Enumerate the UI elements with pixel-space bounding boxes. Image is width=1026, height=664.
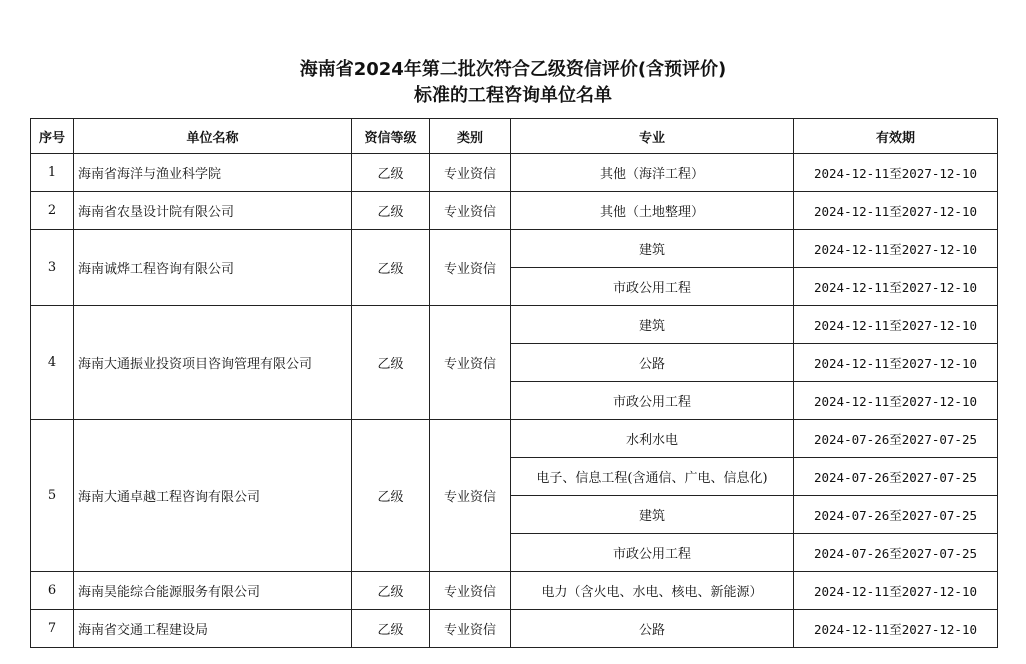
header-specialty: 专业	[511, 119, 794, 154]
cell-validity: 2024-12-11至2027-12-10	[794, 268, 998, 306]
cell-category: 专业资信	[430, 572, 511, 610]
cell-specialty: 其他（海洋工程）	[511, 154, 794, 192]
cell-no: 6	[31, 572, 74, 610]
cell-specialty: 建筑	[511, 496, 794, 534]
cell-validity: 2024-12-11至2027-12-10	[794, 306, 998, 344]
cell-validity: 2024-12-11至2027-12-10	[794, 192, 998, 230]
cell-specialty: 建筑	[511, 230, 794, 268]
cell-category: 专业资信	[430, 420, 511, 572]
cell-category: 专业资信	[430, 230, 511, 306]
cell-specialty: 市政公用工程	[511, 268, 794, 306]
cell-category: 专业资信	[430, 192, 511, 230]
cell-no: 1	[31, 154, 74, 192]
cell-no: 3	[31, 230, 74, 306]
cell-validity: 2024-12-11至2027-12-10	[794, 382, 998, 420]
cell-validity: 2024-12-11至2027-12-10	[794, 154, 998, 192]
cell-unit-name: 海南省交通工程建设局	[74, 610, 352, 648]
table-body	[31, 154, 998, 648]
cell-validity: 2024-12-11至2027-12-10	[794, 230, 998, 268]
cell-specialty: 电子、信息工程(含通信、广电、信息化)	[511, 458, 794, 496]
cell-validity: 2024-12-11至2027-12-10	[794, 572, 998, 610]
cell-level: 乙级	[352, 154, 430, 192]
cell-unit-name: 海南省农垦设计院有限公司	[74, 192, 352, 230]
table-row	[31, 420, 998, 458]
cell-validity: 2024-07-26至2027-07-25	[794, 496, 998, 534]
cell-specialty: 其他（土地整理）	[511, 192, 794, 230]
title-line-2: 标准的工程咨询单位名单	[414, 85, 612, 106]
cell-no: 7	[31, 610, 74, 648]
cell-level: 乙级	[352, 192, 430, 230]
header-unit-name: 单位名称	[74, 119, 352, 154]
table-row	[31, 572, 998, 610]
header-validity: 有效期	[794, 119, 998, 154]
cell-specialty: 市政公用工程	[511, 534, 794, 572]
table-row	[31, 230, 998, 268]
cell-unit-name: 海南昊能综合能源服务有限公司	[74, 572, 352, 610]
cell-unit-name: 海南省海洋与渔业科学院	[74, 154, 352, 192]
cell-validity: 2024-07-26至2027-07-25	[794, 534, 998, 572]
header-level: 资信等级	[352, 119, 430, 154]
cell-specialty: 水利水电	[511, 420, 794, 458]
cell-level: 乙级	[352, 420, 430, 572]
cell-unit-name: 海南大通振业投资项目咨询管理有限公司	[74, 306, 352, 420]
cell-specialty: 建筑	[511, 306, 794, 344]
cell-level: 乙级	[352, 610, 430, 648]
cell-level: 乙级	[352, 306, 430, 420]
table-header-row	[31, 119, 998, 154]
cell-specialty: 公路	[511, 610, 794, 648]
table-row	[31, 306, 998, 344]
cell-specialty: 电力（含火电、水电、核电、新能源）	[511, 572, 794, 610]
table-row	[31, 154, 998, 192]
cell-no: 5	[31, 420, 74, 572]
header-category: 类别	[430, 119, 511, 154]
cell-level: 乙级	[352, 572, 430, 610]
header-no: 序号	[31, 119, 74, 154]
cell-validity: 2024-07-26至2027-07-25	[794, 458, 998, 496]
cell-no: 2	[31, 192, 74, 230]
cell-no: 4	[31, 306, 74, 420]
table-row	[31, 610, 998, 648]
cell-validity: 2024-07-26至2027-07-25	[794, 420, 998, 458]
cell-level: 乙级	[352, 230, 430, 306]
cell-specialty: 公路	[511, 344, 794, 382]
cell-category: 专业资信	[430, 154, 511, 192]
cell-category: 专业资信	[430, 306, 511, 420]
cell-unit-name: 海南诚烨工程咨询有限公司	[74, 230, 352, 306]
document-title	[0, 57, 1026, 109]
cell-validity: 2024-12-11至2027-12-10	[794, 344, 998, 382]
cell-category: 专业资信	[430, 610, 511, 648]
qualification-table	[30, 118, 998, 648]
title-line-1: 海南省2024年第二批次符合乙级资信评价(含预评价)	[299, 59, 727, 80]
cell-unit-name: 海南大通卓越工程咨询有限公司	[74, 420, 352, 572]
cell-validity: 2024-12-11至2027-12-10	[794, 610, 998, 648]
table-row	[31, 192, 998, 230]
cell-specialty: 市政公用工程	[511, 382, 794, 420]
